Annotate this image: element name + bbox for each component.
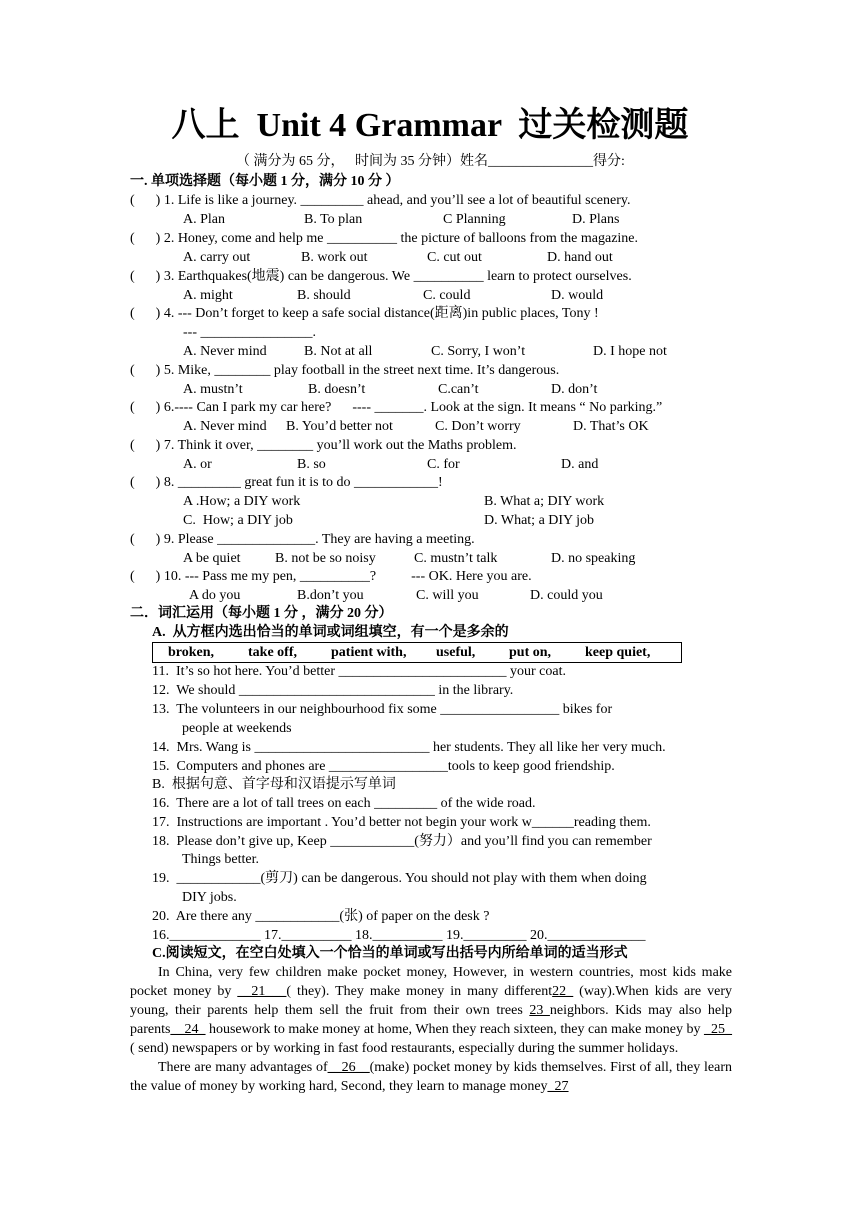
question-5: ( ) 5. Mike, ________ play football in the street next time. It’s dangerous.	[130, 363, 560, 378]
option-4a: A. Never mind	[183, 344, 267, 359]
option-9a: A be quiet	[183, 551, 241, 566]
question-9: ( ) 9. Please ______________. They are having a meeting.	[130, 532, 475, 547]
passage-paragraph-1: In China, very few children make pocket money, However, in western countries, most kids make pocket money by __21___( they). They make money in many different22_ (way).When kids are very young, their parents help them sell the fruit from their own trees 23 neighbors. Kids may also help parents__24_ housework to make money at home, When they reach sixteen, they can make money by _25_ ( send) newspapers or by working in fast food restaurants, especially during the summer holidays.	[130, 965, 733, 1056]
question-4: ( ) 4. --- Don’t forget to keep a safe social distance(距离)in public places, Tony !	[130, 306, 599, 321]
option-10d: D. could you	[530, 588, 603, 603]
blank-24: __24_	[170, 1022, 206, 1037]
question-20: 20. Are there any ____________(张) of paper on the desk ?	[152, 909, 490, 924]
section-2c-header: C.阅读短文，在空白处填入一个恰当的单词或写出括号内所给单词的适当形式	[152, 946, 628, 961]
option-10b: B.don’t you	[297, 588, 364, 603]
blank-21: __21___	[237, 984, 287, 999]
question-3: ( ) 3. Earthquakes(地震) can be dangerous. We __________ learn to protect ourselves.	[130, 269, 632, 284]
option-5b: B. doesn’t	[308, 382, 366, 397]
option-7c: C. for	[427, 457, 460, 472]
option-8c: C. How; a DIY job	[183, 513, 293, 528]
section-1-header: 一. 单项选择题（每小题 1 分，满分 10 分 ）	[130, 174, 400, 189]
question-2: ( ) 2. Honey, come and help me __________ the picture of balloons from the magazine.	[130, 231, 639, 246]
question-18: 18. Please don’t give up, Keep ____________(努力）and you’ll find you can remember	[152, 834, 652, 849]
option-8a: A .How; a DIY work	[183, 494, 301, 509]
word-box-item: patient with,	[331, 645, 407, 660]
option-7a: A. or	[183, 457, 212, 472]
blank-25: _25_	[704, 1022, 732, 1037]
question-8: ( ) 8. _________ great fun it is to do ____________!	[130, 475, 443, 490]
word-box-item: broken,	[168, 645, 215, 660]
blank-27: _27	[547, 1079, 569, 1094]
option-6b: B. You’d better not	[286, 419, 393, 434]
question-19: 19. ____________(剪刀) can be dangerous. You should not play with them when doing	[152, 871, 647, 886]
page-title: 八上 Unit 4 Grammar 过关检测题	[171, 107, 689, 144]
option-3a: A. might	[183, 288, 233, 303]
word-box-item: put on,	[509, 645, 552, 660]
question-12: 12. We should ____________________________ in the library.	[152, 683, 514, 698]
question-16: 16. There are a lot of tall trees on each _________ of the wide road.	[152, 796, 536, 811]
option-4c: C. Sorry, I won’t	[431, 344, 526, 359]
option-1d: D. Plans	[572, 212, 620, 227]
option-9b: B. not be so noisy	[275, 551, 376, 566]
section-2b-header: B. 根据句意、首字母和汉语提示写单词	[152, 777, 396, 792]
option-6d: D. That’s OK	[573, 419, 649, 434]
option-2b: B. work out	[301, 250, 368, 265]
option-10c: C. will you	[416, 588, 479, 603]
option-1c: C Planning	[443, 212, 506, 227]
question-18-cont: Things better.	[182, 852, 259, 867]
question-7: ( ) 7. Think it over, ________ you’ll work out the Maths problem.	[130, 438, 517, 453]
question-17: 17. Instructions are important . You’d better not begin your work w______reading them.	[152, 815, 651, 830]
question-1: ( ) 1. Life is like a journey. _________ ahead, and you’ll see a lot of beautiful scenery.	[130, 193, 631, 208]
option-3b: B. should	[297, 288, 351, 303]
option-7d: D. and	[561, 457, 599, 472]
blank-26: __26__	[327, 1060, 370, 1075]
option-2a: A. carry out	[183, 250, 251, 265]
option-6c: C. Don’t worry	[435, 419, 521, 434]
option-5a: A. mustn’t	[183, 382, 243, 397]
blank-23: 23	[529, 1003, 550, 1018]
option-2d: D. hand out	[547, 250, 613, 265]
word-box-item: keep quiet,	[585, 645, 651, 660]
option-10a: A do you	[189, 588, 241, 603]
option-4d: D. I hope not	[593, 344, 667, 359]
option-9d: D. no speaking	[551, 551, 636, 566]
option-9c: C. mustn’t talk	[414, 551, 498, 566]
option-7b: B. so	[297, 457, 326, 472]
option-8d: D. What; a DIY job	[484, 513, 595, 528]
option-3c: C. could	[423, 288, 471, 303]
blank-22: 22_	[552, 984, 574, 999]
word-box-item: take off,	[248, 645, 297, 660]
option-4b: B. Not at all	[304, 344, 373, 359]
question-15: 15. Computers and phones are _________________tools to keep good friendship.	[152, 759, 615, 774]
option-2c: C. cut out	[427, 250, 482, 265]
option-8b: B. What a; DIY work	[484, 494, 605, 509]
option-3d: D. would	[551, 288, 604, 303]
option-5c: C.can’t	[438, 382, 479, 397]
question-19-cont: DIY jobs.	[182, 890, 237, 905]
question-10: ( ) 10. --- Pass me my pen, __________? --- OK. Here you are.	[130, 569, 532, 584]
word-box-item: useful,	[436, 645, 476, 660]
question-4-reply: --- ________________.	[183, 325, 316, 340]
option-6a: A. Never mind	[183, 419, 267, 434]
option-1b: B. To plan	[304, 212, 363, 227]
question-13-cont: people at weekends	[182, 721, 292, 736]
option-5d: D. don’t	[551, 382, 598, 397]
question-11: 11. It’s so hot here. You’d better ________________________ your coat.	[152, 664, 566, 679]
section-2a-header: A. 从方框内选出恰当的单词或词组填空，有一个是多余的	[152, 625, 509, 640]
subtitle: （ 满分为 65 分， 时间为 35 分钟）姓名_______________得分:	[236, 154, 625, 169]
reading-passage	[130, 963, 732, 1096]
question-13: 13. The volunteers in our neighbourhood fix some _________________ bikes for	[152, 702, 613, 717]
answer-blanks-16-20: 16._____________ 17.__________ 18.__________ 19._________ 20.______________	[152, 928, 646, 943]
question-14: 14. Mrs. Wang is _________________________ her students. They all like her very much.	[152, 740, 666, 755]
passage-paragraph-2: There are many advantages of__26__(make) pocket money by kids themselves. First of all, they learn the value of money by working hard, Second, they learn to manage money_27	[130, 1060, 732, 1094]
question-6: ( ) 6.---- Can I park my car here? ---- _______. Look at the sign. It means “ No parking.”	[130, 400, 663, 415]
section-2-header: 二．词汇运用（每小题 1 分 ，满分 20 分）	[130, 606, 393, 621]
option-1a: A. Plan	[183, 212, 225, 227]
